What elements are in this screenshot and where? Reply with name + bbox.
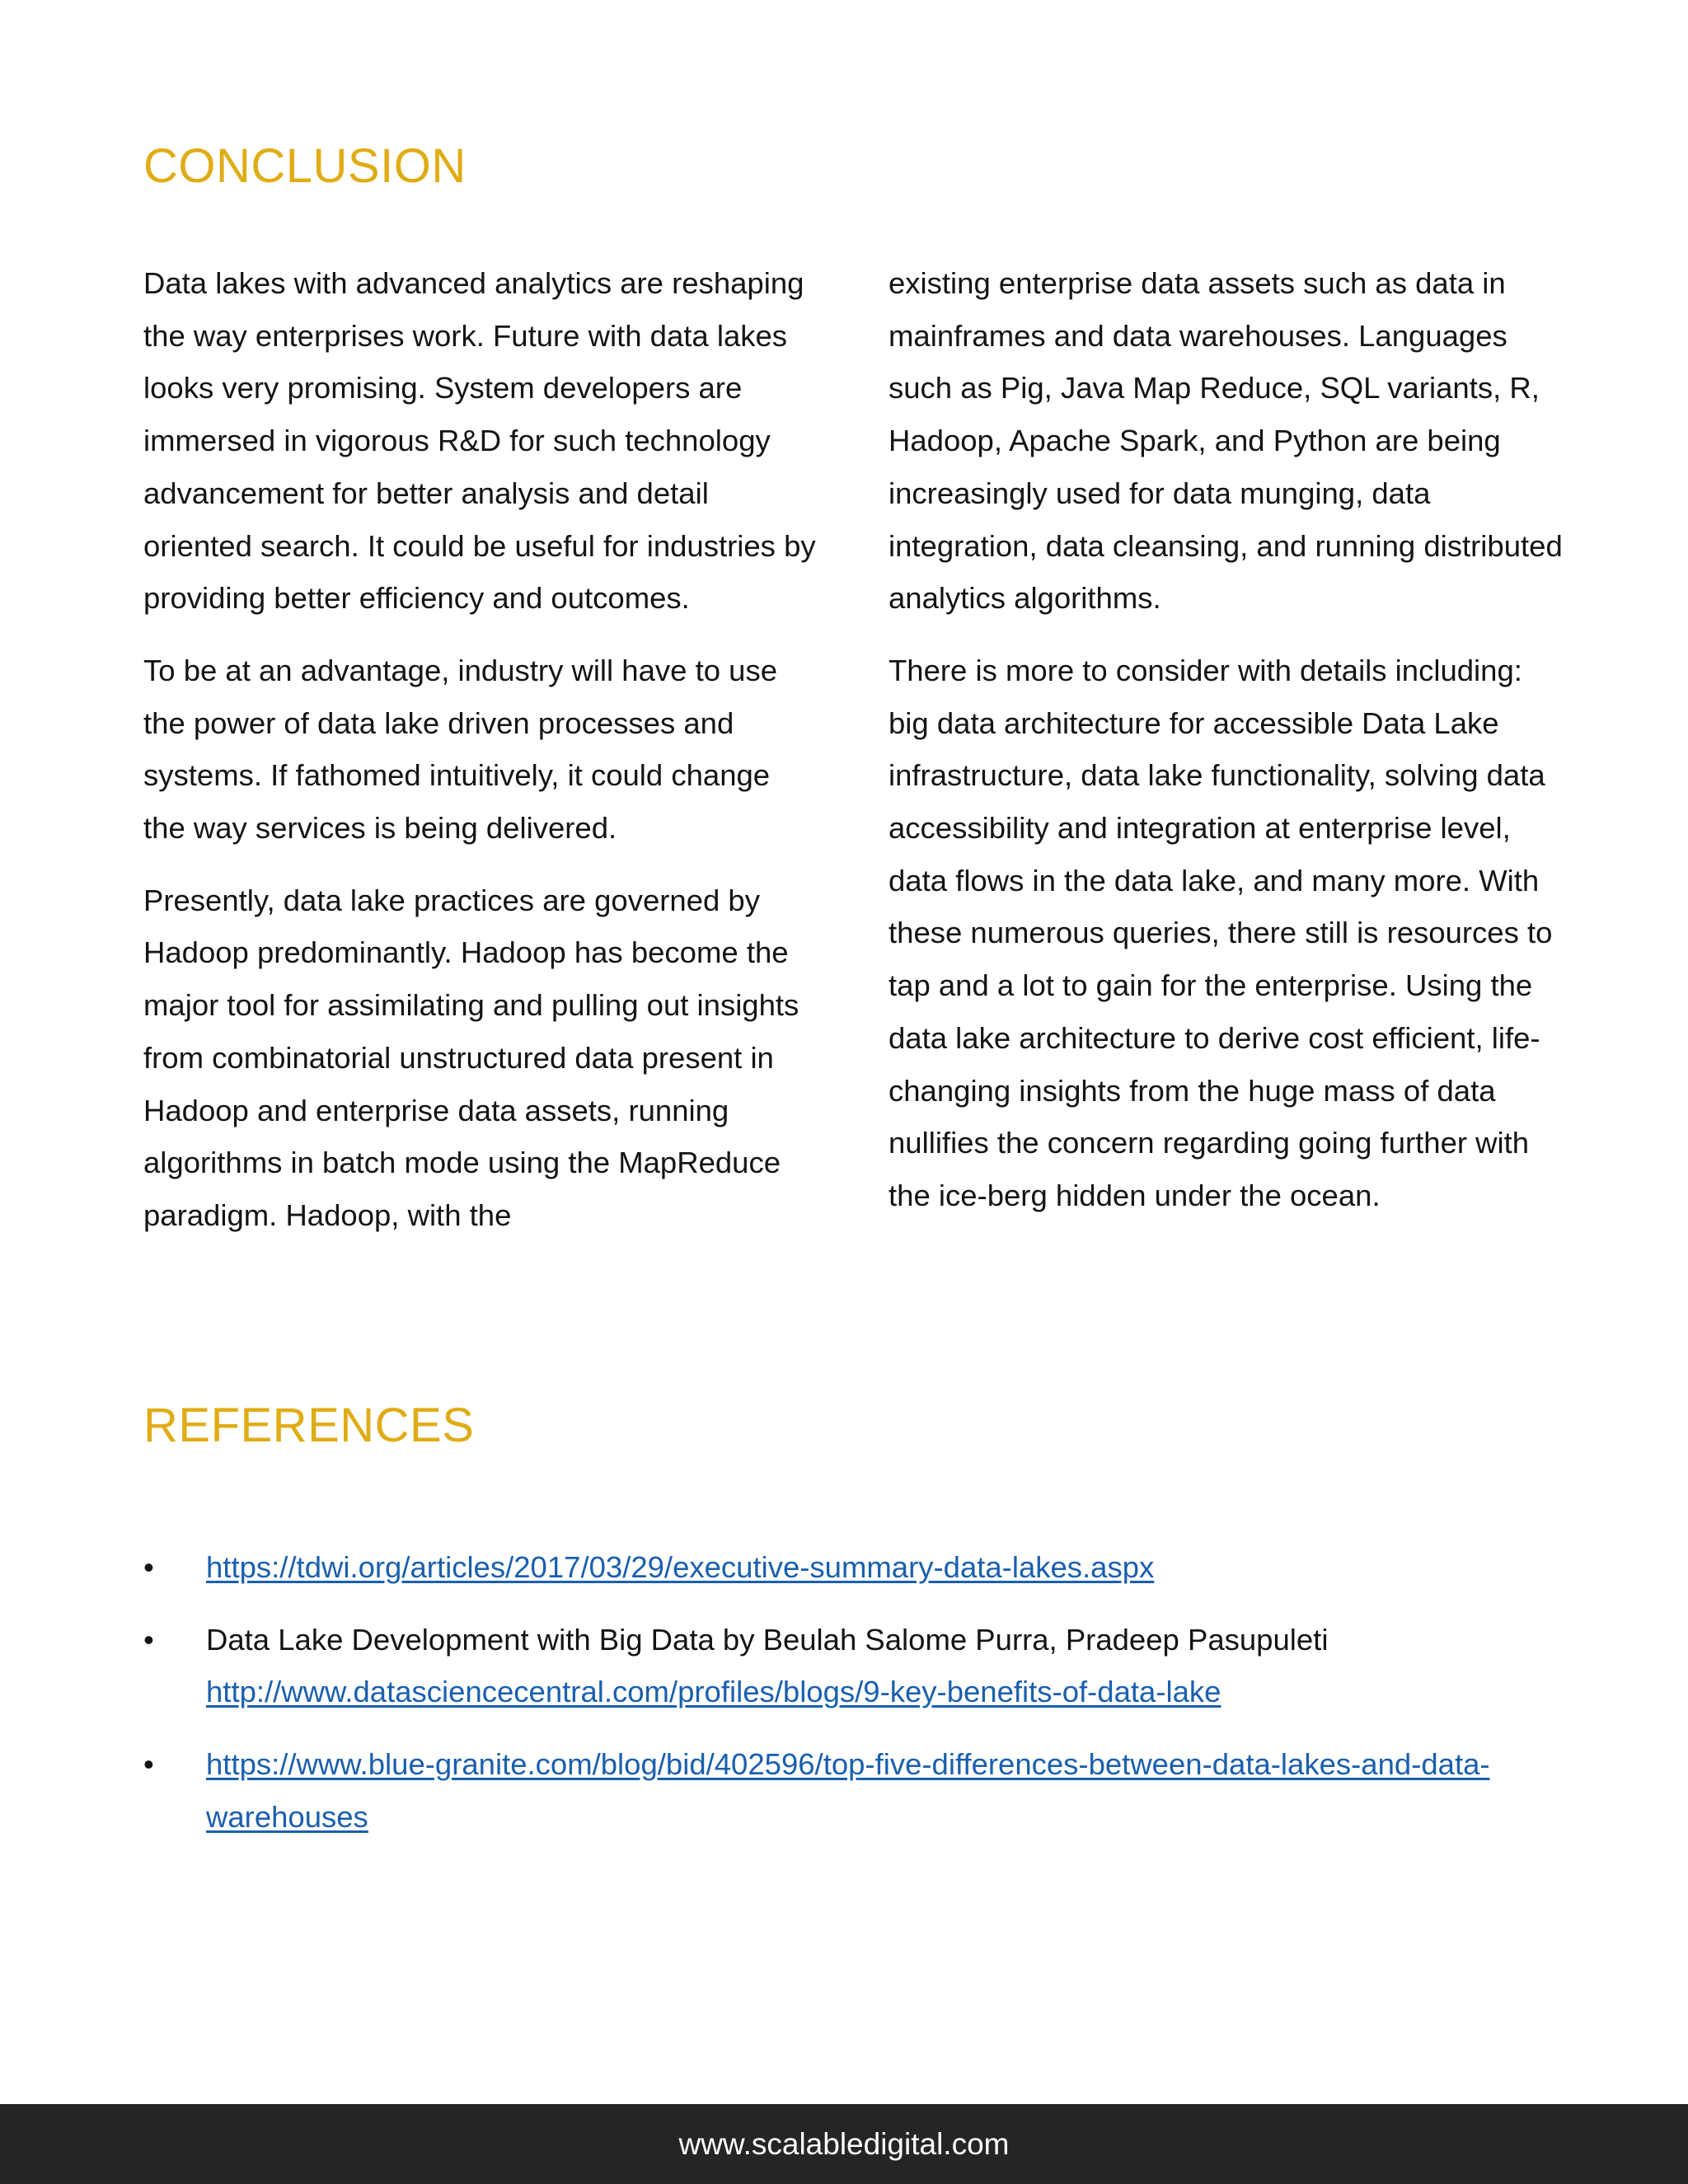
reference-link[interactable]: http://www.datasciencecentral.com/profiles/blogs/9-key-benefits-of-data-lake <box>206 1675 1221 1709</box>
conclusion-right-column <box>889 257 1564 1242</box>
reference-item <box>143 1541 1545 1594</box>
reference-link[interactable]: https://www.blue-granite.com/blog/bid/402596/top-five-differences-between-data-lakes-and-data-warehouses <box>206 1747 1490 1834</box>
conclusion-paragraph: Data lakes with advanced analytics are reshaping the way enterprises work. Future with data lakes looks very promising. System developers are immersed in vigorous R&D for such technology advancement for better analysis and detail oriented search. It could be useful for industries by providing better efficiency and outcomes. <box>143 266 816 616</box>
reference-link[interactable]: https://tdwi.org/articles/2017/03/29/executive-summary-data-lakes.aspx <box>206 1550 1155 1584</box>
bullet-icon: • <box>143 1550 154 1584</box>
footer-url: www.scalabledigital.com <box>678 2126 1010 2161</box>
conclusion-heading: CONCLUSION <box>143 139 467 193</box>
reference-item <box>143 1738 1545 1843</box>
footer-bar <box>0 2104 1688 2184</box>
references-heading: REFERENCES <box>143 1399 475 1452</box>
conclusion-paragraph: There is more to consider with details including: big data architecture for accessible Data Lake infrastructure, data lake functionality, solving data accessibility and integration at enterprise level, data flows in the data lake, and many more. With these numerous queries, there still is resources to tap and a lot to gain for the enterprise. Using the data lake architecture to derive cost efficient, life-changing insights from the huge mass of data nullifies the concern regarding going further with the ice-berg hidden under the ocean. <box>889 653 1553 1212</box>
conclusion-left-column <box>143 257 819 1262</box>
bullet-icon: • <box>143 1747 154 1782</box>
conclusion-paragraph: Presently, data lake practices are governed by Hadoop predominantly. Hadoop has become the major tool for assimilating and pulling out insights from combinatorial unstructured data present in Hadoop and enterprise data assets, running algorithms in batch mode using the MapReduce paradigm. Hadoop, with the <box>143 883 799 1232</box>
bullet-icon: • <box>143 1622 154 1657</box>
reference-text: Data Lake Development with Big Data by Beulah Salome Purra, Pradeep Pasupuleti <box>206 1622 1329 1657</box>
reference-item <box>143 1614 1545 1718</box>
conclusion-paragraph: To be at an advantage, industry will have to use the power of data lake driven processes and systems. If fathomed intuitively, it could change the way services is being delivered. <box>143 653 778 846</box>
references-list <box>143 1541 1545 1863</box>
conclusion-paragraph: existing enterprise data assets such as data in mainframes and data warehouses. Languages such as Pig, Java Map Reduce, SQL variants, R, Hadoop, Apache Spark, and Python are being increasingly used for data munging, data integration, data cleansing, and running distributed analytics algorithms. <box>889 266 1563 616</box>
